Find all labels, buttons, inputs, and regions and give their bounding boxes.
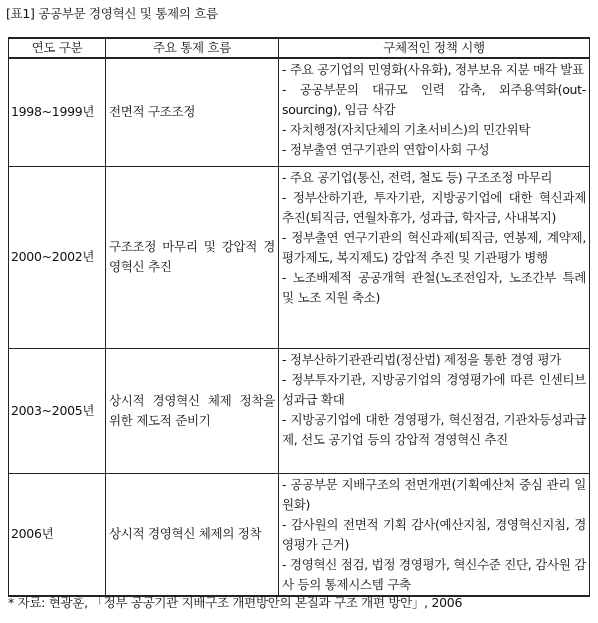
- table-row: [9, 58, 590, 166]
- header-flow: 주요 통제 흐름: [106, 38, 279, 58]
- row-flow: 구조조정 마무리 및 강압적 경영혁신 추진: [106, 166, 279, 348]
- row-flow: 상시적 경영혁신 체제의 정착: [106, 473, 279, 596]
- row-policies: [279, 473, 590, 596]
- row-policies: [279, 348, 590, 473]
- policy-flow-table: [8, 37, 590, 597]
- source-note: * 자료: 현광훈, 「정부 공공기관 지배구조 개편방안의 본질과 구조 개편 방안」, 2006: [8, 595, 463, 610]
- table-caption: [표1] 공공부문 경영혁신 및 통제의 흐름: [6, 6, 218, 21]
- policy-item: - 자치행정(자치단체의 기초서비스)의 민간위탁: [282, 122, 531, 137]
- row-year: 1998~1999년: [9, 58, 106, 166]
- policy-item: - 정부투자기관, 지방공기업의 경영평가에 따른 인센티브 성과급 확대: [282, 371, 586, 407]
- row-flow: 전면적 구조조정: [106, 58, 279, 166]
- policy-item: - 정부출연 연구기관의 혁신과제(퇴직금, 연봉제, 계약제, 평가제도, 복지제도) 강압적 추진 및 기관평가 병행: [282, 229, 586, 265]
- header-policy: 구체적인 정책 시행: [279, 38, 590, 58]
- policy-item: - 주요 공기업의 민영화(사유화), 정부보유 지분 매각 발표: [282, 62, 584, 77]
- policy-item: - 감사원의 전면적 기획 감사(예산지침, 경영혁신지침, 경영평가 근거): [282, 516, 586, 552]
- policy-item: - 정부산하기관관리법(정산법) 제정을 통한 경영 평가: [282, 351, 562, 367]
- policy-item: - 지방공기업에 대한 경영평가, 혁신점검, 기관차등성과급제, 선도 공기업 등의 강압적 경영혁신 추진: [282, 411, 586, 447]
- table-row: [9, 473, 590, 596]
- header-year: 연도 구분: [9, 38, 106, 58]
- policy-item: - 정부출연 연구기관의 연합이사회 구성: [282, 142, 490, 157]
- policy-item: - 경영혁신 점검, 법정 경영평가, 혁신수준 진단, 감사원 감사 등의 통제시스템 구축: [282, 556, 586, 592]
- row-flow: 상시적 경영혁신 체제 정착을 위한 제도적 준비기: [106, 348, 279, 473]
- row-year: 2000~2002년: [9, 166, 106, 348]
- table-header-row: [9, 38, 590, 58]
- policy-item: - 주요 공기업(통신, 전력, 철도 등) 구조조정 마무리: [282, 169, 553, 185]
- row-year: 2003~2005년: [9, 348, 106, 473]
- policy-item: - 정부산하기관, 투자기관, 지방공기업에 대한 혁신과제 추진(퇴직금, 연월차휴가, 성과급, 학자금, 사내복지): [282, 189, 586, 225]
- policy-item: - 노조배제적 공공개혁 관철(노조전임자, 노조간부 특례 및 노조 지원 축소): [282, 269, 586, 305]
- policy-item: - 공공부문 지배구조의 전면개편(기획예산처 중심 관리 일원화): [282, 476, 586, 512]
- row-policies: [279, 58, 590, 166]
- table-row: [9, 166, 590, 348]
- row-policies: [279, 166, 590, 348]
- table-row: [9, 348, 590, 473]
- policy-item: - 공공부문의 대규모 인력 감축, 외주용역화(out-sourcing), 임금 삭감: [282, 82, 586, 117]
- row-year: 2006년: [9, 473, 106, 596]
